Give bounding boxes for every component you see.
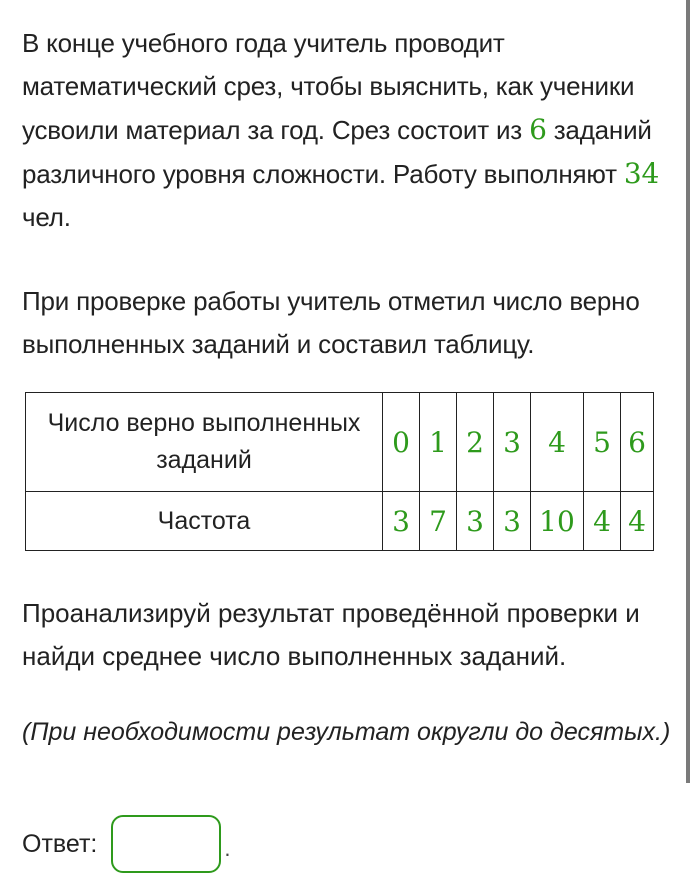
- intro-text-start: В конце учебного года учитель проводит математический срез, чтобы выяснить, как ученики усвоили материал за год. Срез состоит из: [22, 28, 635, 145]
- problem-table-intro: При проверке работы учитель отметил число верно выполненных заданий и составил таблицу.: [22, 286, 640, 359]
- task-cell: 4: [531, 393, 584, 492]
- problem-text: [22, 22, 670, 366]
- frequency-cell: 3: [457, 492, 494, 551]
- task-cell: 6: [621, 393, 654, 492]
- task-cell: 1: [420, 393, 457, 492]
- task-cell: 2: [457, 393, 494, 492]
- rounding-note: (При необходимости результат округли до десятых.): [22, 718, 671, 746]
- task-cell: 0: [383, 393, 420, 492]
- frequency-cell: 7: [420, 492, 457, 551]
- frequency-table: [25, 392, 654, 551]
- task-cell: 5: [584, 393, 621, 492]
- answer-row: [22, 812, 231, 876]
- problem-intro: [22, 22, 670, 239]
- answer-suffix: .: [224, 836, 231, 861]
- frequency-cell: 10: [531, 492, 584, 551]
- tasks-count: 6: [529, 113, 547, 146]
- frequency-cell: 4: [584, 492, 621, 551]
- task-cell: 3: [494, 393, 531, 492]
- frequency-header: Частота: [26, 492, 383, 551]
- intro-text-end: чел.: [22, 202, 71, 232]
- students-count: 34: [623, 157, 660, 190]
- tasks-header: Число верно выполненных заданий: [26, 393, 383, 492]
- scrollbar[interactable]: [686, 0, 690, 783]
- frequency-cell: 4: [621, 492, 654, 551]
- frequency-cell: 3: [383, 492, 420, 551]
- answer-label: Ответ:: [22, 829, 98, 858]
- intro-text-middle: заданий различного уровня сложности. Работу выполняют: [22, 115, 652, 189]
- answer-input[interactable]: [111, 815, 221, 873]
- frequency-cell: 3: [494, 492, 531, 551]
- problem-question: Проанализируй результат проведённой проверки и найди среднее число выполненных заданий.: [22, 598, 640, 671]
- table-row-tasks: [26, 393, 654, 492]
- table-row-frequency: [26, 492, 654, 551]
